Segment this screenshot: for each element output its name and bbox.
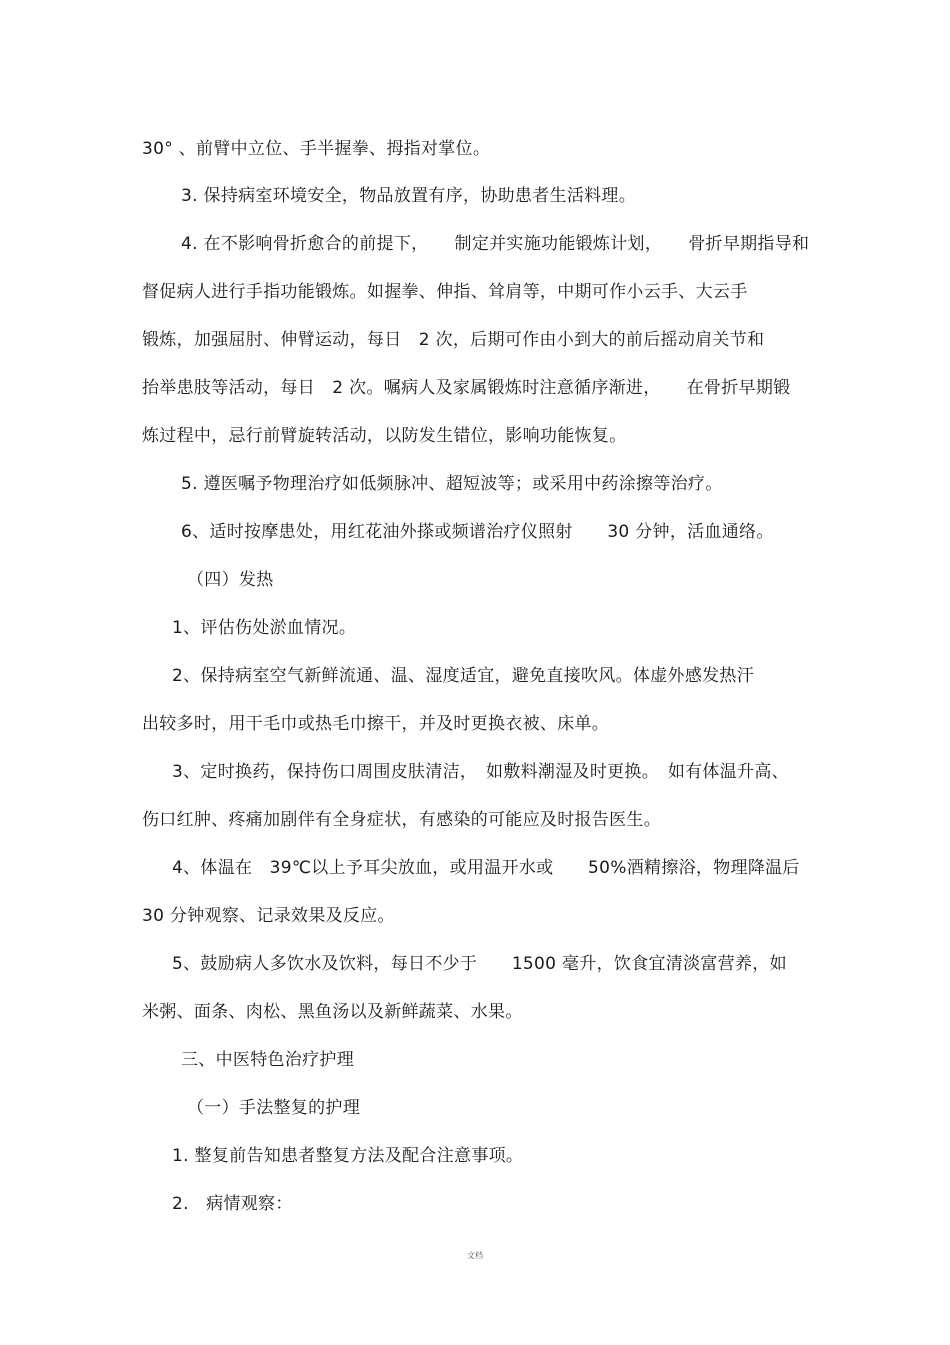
text-line: 2、保持病室空气新鲜流通、温、湿度适宜，避免直接吹风。体虚外感发热汗 — [172, 666, 755, 686]
text-line: 5. 遵医嘱予物理治疗如低频脉冲、超短波等；或采用中药涂擦等治疗。 — [181, 474, 723, 494]
text-line: 6、适时按摩患处，用红花油外搽或频谱治疗仪照射 30 分钟，活血通络。 — [181, 522, 774, 542]
text-line: 炼过程中，忌行前臂旋转活动，以防发生错位，影响功能恢复。 — [142, 426, 627, 446]
text-line: 5、鼓励病人多饮水及饮料，每日不少于 1500 毫升，饮食宜清淡富营养，如 — [172, 954, 787, 974]
text-line: 米粥、面条、肉松、黑鱼汤以及新鲜蔬菜、水果。 — [142, 1002, 523, 1022]
text-line: 30° 、前臂中立位、手半握拳、拇指对掌位。 — [142, 139, 491, 159]
page-footer: 文档 — [467, 1251, 483, 1260]
text-line: 2. 病情观察： — [172, 1194, 293, 1214]
text-line: 1. 整复前告知患者整复方法及配合注意事项。 — [172, 1146, 524, 1166]
text-line: 伤口红肿、疼痛加剧伴有全身症状，有感染的可能应及时报告医生。 — [142, 810, 661, 830]
text-line: 出较多时，用干毛巾或热毛巾擦干，并及时更换衣被、床单。 — [142, 714, 610, 734]
text-line: 30 分钟观察、记录效果及反应。 — [142, 906, 395, 926]
text-line: 1、评估伤处淤血情况。 — [172, 618, 357, 638]
section-heading: （四）发热 — [187, 570, 274, 590]
text-line: 抬举患肢等活动，每日 2 次。嘱病人及家属锻炼时注意循序渐进， 在骨折早期锻 — [142, 378, 791, 398]
text-line: 督促病人进行手指功能锻炼。如握拳、伸指、耸肩等，中期可作小云手、大云手 — [142, 282, 748, 302]
text-line: 3. 保持病室环境安全，物品放置有序，协助患者生活料理。 — [181, 186, 637, 206]
text-line: 锻炼，加强屈肘、伸臂运动，每日 2 次，后期可作由小到大的前后摇动肩关节和 — [142, 330, 765, 350]
section-heading: 三、中医特色治疗护理 — [181, 1050, 354, 1070]
text-line: 3、定时换药，保持伤口周围皮肤清洁， 如敷料潮湿及时更换。 如有体温升高、 — [172, 762, 789, 782]
text-line: 4. 在不影响骨折愈合的前提下， 制定并实施功能锻炼计划， 骨折早期指导和 — [181, 234, 810, 254]
section-heading: （一）手法整复的护理 — [187, 1098, 360, 1118]
text-line: 4、体温在 39℃以上予耳尖放血，或用温开水或 50%酒精擦浴，物理降温后 — [172, 858, 800, 878]
